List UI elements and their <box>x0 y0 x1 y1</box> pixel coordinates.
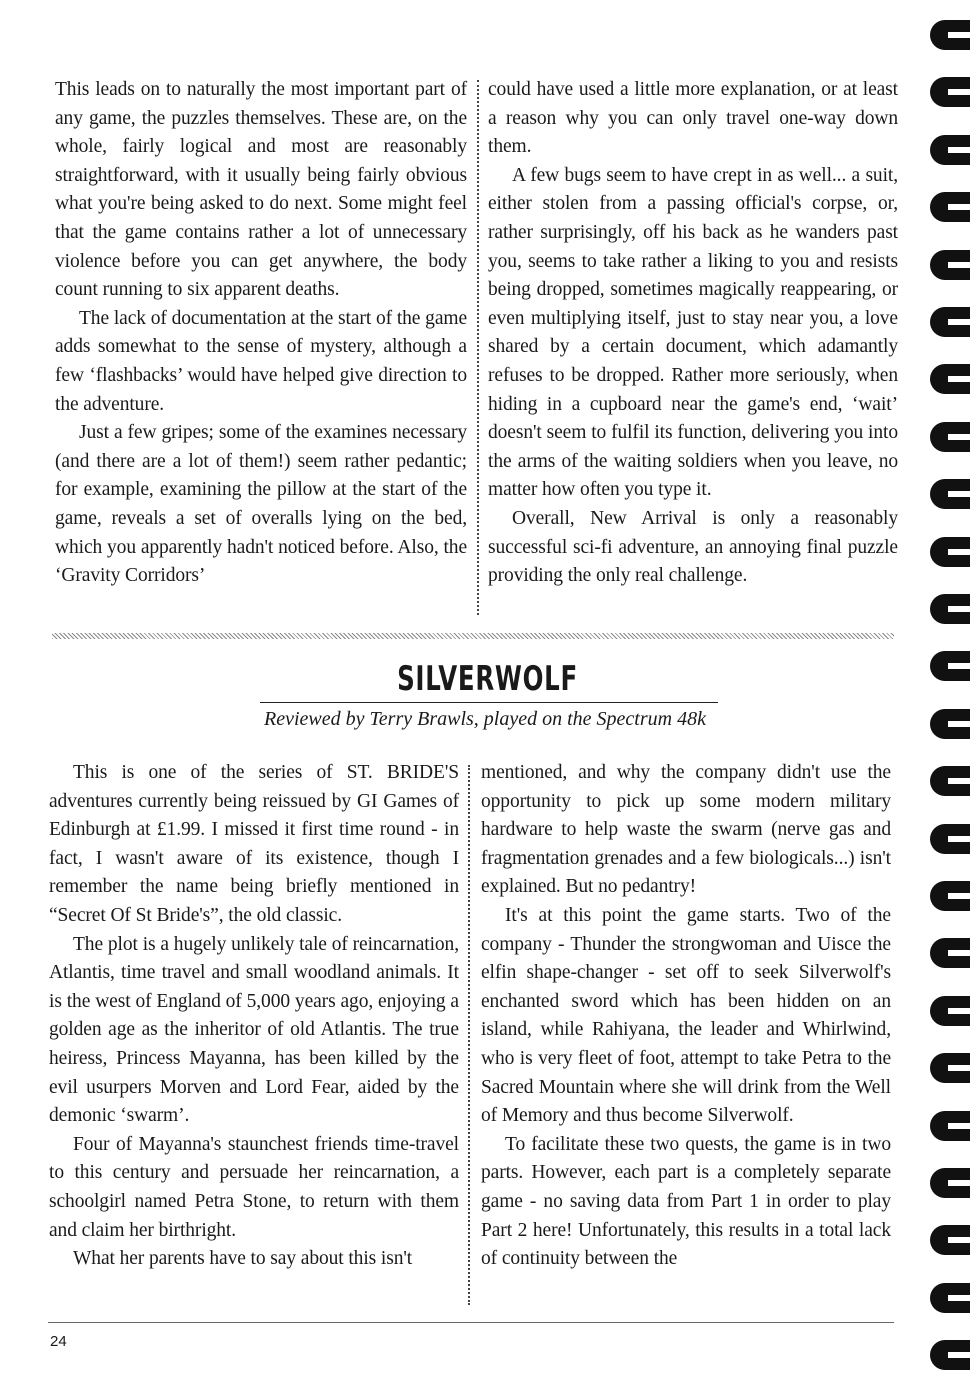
binding-hole <box>930 938 970 968</box>
title-underline <box>260 702 718 703</box>
binding-hole <box>930 1168 970 1198</box>
paragraph: To facilitate these two quests, the game is in two parts. However, each part is a completely separate game - no saving data from Part 1 in order to play Part 2 here! Unfortunately, this results in a total lack of continuity between the <box>481 1133 891 1270</box>
binding-hole <box>930 594 970 624</box>
paragraph: could have used a little more explanation, or at least a reason why you can only travel one-way down them. <box>488 79 898 158</box>
review-title: SILVERWOLF <box>397 659 578 699</box>
binding-hole <box>930 422 970 452</box>
section-separator <box>52 633 894 639</box>
binding-hole <box>930 881 970 911</box>
binding-hole <box>930 651 970 681</box>
paragraph: A few bugs seem to have crept in as well... a suit, either stolen from a passing official's corpse, or, rather surprisingly, off his back as he wanders past you, seems to take rather a liking to you and resists being dropped, sometimes magically reappearing, or even multiplying itself, just to stay near you, a love shared by a certain document, which adamantly refuses to be dropped. Rather more seriously, when hiding in a cupboard near the game's end, ‘wait’ doesn't seem to fulfil its function, delivering you into the arms of the waiting soldiers when you leave, no matter how often you type it. <box>488 164 898 501</box>
review-left-column <box>49 759 459 1274</box>
paragraph: It's at this point the game starts. Two of the company - Thunder the strongwoman and Uisce the elfin shape-changer - set off to seek Silverwolf's enchanted sword which has been hidden on an island, while Rahiyana, the leader and Whirlwind, who is very fleet of foot, attempt to take Petra to the Sacred Mountain where she will drink from the Well of Memory and thus become Silverwolf. <box>481 904 891 1127</box>
paragraph: Overall, New Arrival is only a reasonably successful sci-fi adventure, an annoying final puzzle providing the only real challenge. <box>488 507 898 587</box>
review-byline: Reviewed by Terry Brawls, played on the Spectrum 48k <box>264 708 706 730</box>
column-divider <box>468 765 470 1305</box>
article1-left-column <box>55 76 467 591</box>
article1-right-column <box>488 76 898 591</box>
page-number: 24 <box>50 1333 67 1350</box>
paragraph: The plot is a hugely unlikely tale of reincarnation, Atlantis, time travel and small woodland animals. It is the west of England of 5,000 years ago, enjoying a golden age as the inheritor of old Atlantis. The true heiress, Princess Mayanna, has been killed by the evil usurpers Morven and Lord Fear, aided by the demonic ‘swarm’. <box>49 933 459 1127</box>
binding-hole <box>930 20 970 50</box>
binding-hole <box>930 1340 970 1370</box>
binding-hole <box>930 364 970 394</box>
paragraph: This leads on to naturally the most important part of any game, the puzzles themselves. These are, on the whole, fairly logical and most are reasonably straightforward, with it usually being fairly obvious what you're being asked to do next. Some might feel that the game contains rather a lot of unnecessary violence before you can get anywhere, the body count running to six apparent deaths. <box>55 79 467 301</box>
binding-hole <box>930 1053 970 1083</box>
binding-hole <box>930 192 970 222</box>
column-divider <box>477 80 479 615</box>
binding-hole <box>930 537 970 567</box>
paragraph: mentioned, and why the company didn't use the opportunity to pick up some modern military hardware to help waste the swarm (nerve gas and fragmentation grenades and a few biologicals...) isn't explained. But no pedantry! <box>481 762 891 898</box>
binding-hole <box>930 1225 970 1255</box>
binding-hole <box>930 135 970 165</box>
binding-hole <box>930 479 970 509</box>
binding-hole <box>930 1111 970 1141</box>
binding-hole <box>930 766 970 796</box>
binding-hole <box>930 77 970 107</box>
binding-hole <box>930 709 970 739</box>
footer-rule <box>48 1322 894 1323</box>
paragraph: This is one of the series of ST. BRIDE'S adventures currently being reissued by GI Games of Edinburgh at £1.99. I missed it first time round - in fact, I wasn't aware of its existence, though I remember the name being briefly mentioned in “Secret Of St Bride's”, the old classic. <box>49 762 459 926</box>
binding-hole <box>930 307 970 337</box>
binding-hole <box>930 250 970 280</box>
paragraph: Four of Mayanna's staunchest friends time-travel to this century and persuade her reincarnation, a schoolgirl named Petra Stone, to return with them and claim her birthright. <box>49 1133 459 1241</box>
paragraph: The lack of documentation at the start of the game adds somewhat to the sense of mystery, although a few ‘flashbacks’ would have helped give direction to the adventure. <box>55 307 467 415</box>
spiral-binding <box>924 0 970 1375</box>
binding-hole <box>930 824 970 854</box>
binding-hole <box>930 996 970 1026</box>
paragraph: What her parents have to say about this isn't <box>73 1248 413 1270</box>
review-right-column <box>481 759 891 1274</box>
paragraph: Just a few gripes; some of the examines necessary (and there are a lot of them!) seem rather pedantic; for example, examining the pillow at the start of the game, reveals a set of overalls lying on the bed, which you apparently hadn't noticed before. Also, the ‘Gravity Corridors’ <box>55 422 467 587</box>
binding-hole <box>930 1283 970 1313</box>
